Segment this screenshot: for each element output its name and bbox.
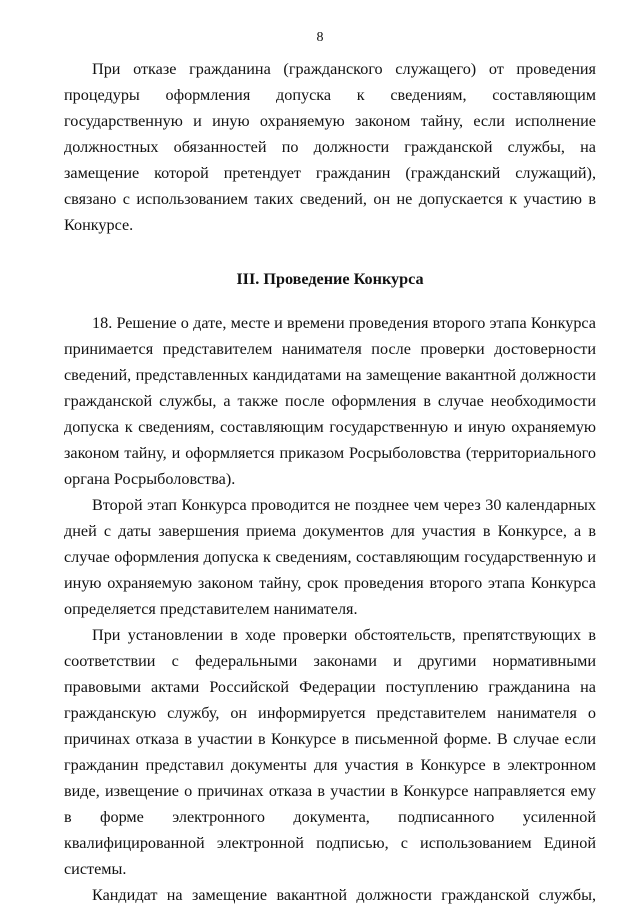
section-heading: III. Проведение Конкурса (236, 270, 424, 288)
paragraph-18-decision: 18. Решение о дате, месте и времени проведения второго этапа Конкурса принимается представителем нанимателя после проверки достоверности сведений, представленных кандидатами на замещение вакантной должности гражданской службы, а также после оформления в случае необходимости допуска к сведениям, составляющим государственную и иную охраняемую законом тайну, и оформляется приказом Росрыболовства (территориального органа Росрыболовства). (64, 314, 596, 488)
paragraph-refusal-notification: При установлении в ходе проверки обстоятельств, препятствующих в соответствии с федеральными законами и другими нормативными правовыми актами Российской Федерации поступлению гражданина на гражданскую службу, он информируется представителем нанимателя о причинах отказа в участии в Конкурсе в письменной форме. В случае если гражданин представил документы для участия в Конкурсе в электронном виде, извещение о причинах отказа в участии в Конкурсе направляется ему в форме электронного документа, подписанного усиленной квалифицированной электронной подписью, с использованием Единой системы. (64, 626, 596, 878)
paragraph-second-stage-timing: Второй этап Конкурса проводится не позднее чем через 30 календарных дней с даты завершения приема документов для участия в Конкурсе, а в случае оформления допуска к сведениям, составляющим государственную и иную охраняемую законом тайну, срок проведения второго этапа Конкурса определяется представителем нанимателя. (64, 496, 596, 618)
paragraph-candidate-continued: Кандидат на замещение вакантной должности гражданской службы, (92, 886, 596, 904)
paragraph-refusal-clause: При отказе гражданина (гражданского служащего) от проведения процедуры оформления допуска к сведениям, составляющим государственную и иную охраняемую законом тайну, если исполнение должностных обязанностей по должности гражданской службы, на замещение которой претендует гражданин (гражданский служащий), связано с использованием таких сведений, он не допускается к участию в Конкурсе. (64, 60, 596, 234)
page-number: 8 (316, 30, 324, 45)
document-body (64, 56, 596, 908)
